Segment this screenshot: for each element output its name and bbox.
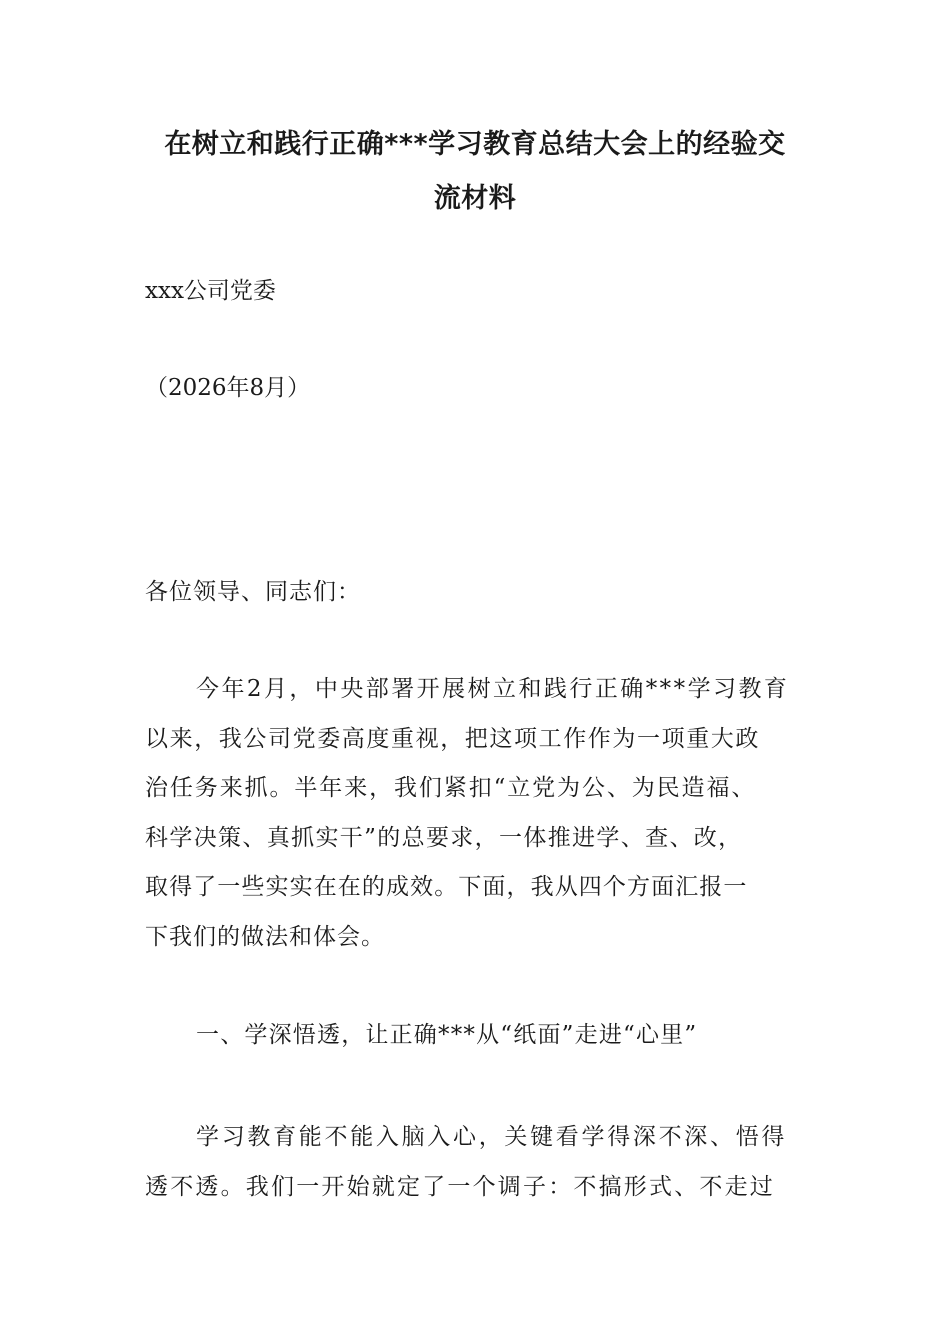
paragraph-line: 透不透。我们一开始就定了一个调子：不搞形式、不走过	[145, 1173, 775, 1200]
paragraph-line: 今年2月，中央部署开展树立和践行正确***学习教育	[196, 676, 790, 702]
paragraph-line: 取得了一些实实在在的成效。下面，我从四个方面汇报一	[145, 874, 748, 900]
paragraph-intro	[145, 665, 805, 962]
salutation: 各位领导、同志们：	[145, 579, 361, 605]
paragraph-section-1	[145, 1113, 805, 1212]
organization-name: xxx公司党委	[145, 278, 276, 304]
document-date: （2026年8月）	[145, 375, 311, 401]
paragraph-line: 学习教育能不能入脑入心，关键看学得深不深、悟得	[196, 1124, 788, 1150]
title-line-1: 在树立和践行正确***学习教育总结大会上的经验交	[164, 129, 786, 160]
document-title	[145, 118, 805, 226]
paragraph-line: 治任务来抓。半年来，我们紧扣“立党为公、为民造福、	[145, 775, 757, 801]
title-line-2: 流材料	[433, 183, 517, 214]
paragraph-line: 下我们的做法和体会。	[145, 923, 385, 950]
paragraph-line: 以来，我公司党委高度重视，把这项工作作为一项重大政	[145, 725, 760, 752]
paragraph-line: 科学决策、真抓实干”的总要求，一体推进学、查、改，	[145, 824, 743, 851]
section-heading-1: 一、学深悟透，让正确***从“纸面”走进“心里”	[196, 1022, 698, 1048]
